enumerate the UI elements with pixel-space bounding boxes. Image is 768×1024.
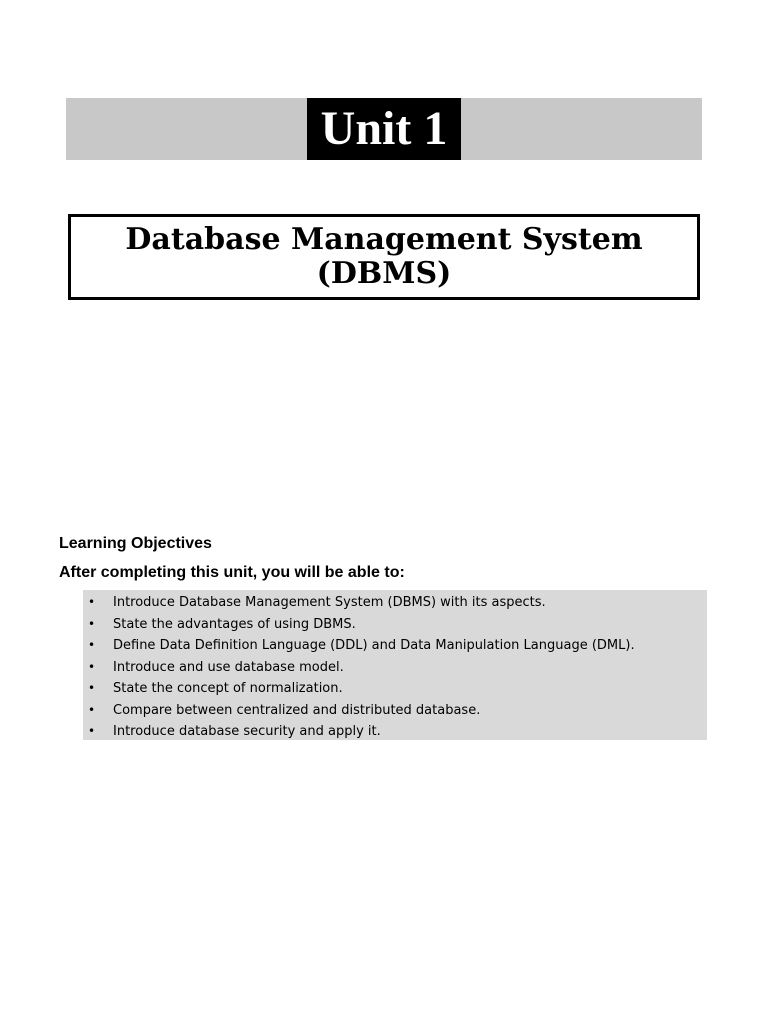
objective-item — [83, 635, 707, 657]
objective-text: Introduce database security and apply it. — [113, 724, 381, 739]
objective-text: Define Data Definition Language (DDL) and Data Manipulation Language (DML). — [113, 638, 635, 653]
document-title-line-2: (DBMS) — [316, 256, 452, 291]
unit-banner-label-box — [307, 98, 461, 160]
objective-text: Introduce and use database model. — [113, 659, 344, 675]
objective-text: State the concept of normalization. — [113, 681, 343, 696]
bullet-icon: • — [88, 638, 96, 652]
document-title-box — [68, 214, 700, 300]
bullet-icon: • — [88, 659, 96, 674]
objective-text: Introduce Database Management System (DBMS) with its aspects. — [113, 595, 546, 610]
objective-item — [83, 614, 707, 636]
objective-item — [83, 700, 707, 722]
objectives-list — [83, 590, 707, 740]
bullet-icon: • — [88, 616, 96, 631]
bullet-icon: • — [88, 595, 96, 609]
unit-title: Unit 1 — [320, 102, 448, 155]
bullet-icon: • — [88, 681, 96, 695]
objective-text: State the advantages of using DBMS. — [113, 616, 356, 632]
objective-item — [83, 592, 707, 614]
objective-item — [83, 657, 707, 679]
bullet-icon: • — [88, 702, 96, 717]
learning-objectives-heading: Learning Objectives — [59, 535, 212, 552]
bullet-icon: • — [88, 724, 96, 738]
objective-item — [83, 678, 707, 700]
document-title-line-1: Database Management System — [125, 222, 643, 257]
learning-objectives-intro: After completing this unit, you will be able to: — [59, 564, 405, 581]
objective-item — [83, 721, 707, 743]
objective-text: Compare between centralized and distributed database. — [113, 702, 481, 718]
